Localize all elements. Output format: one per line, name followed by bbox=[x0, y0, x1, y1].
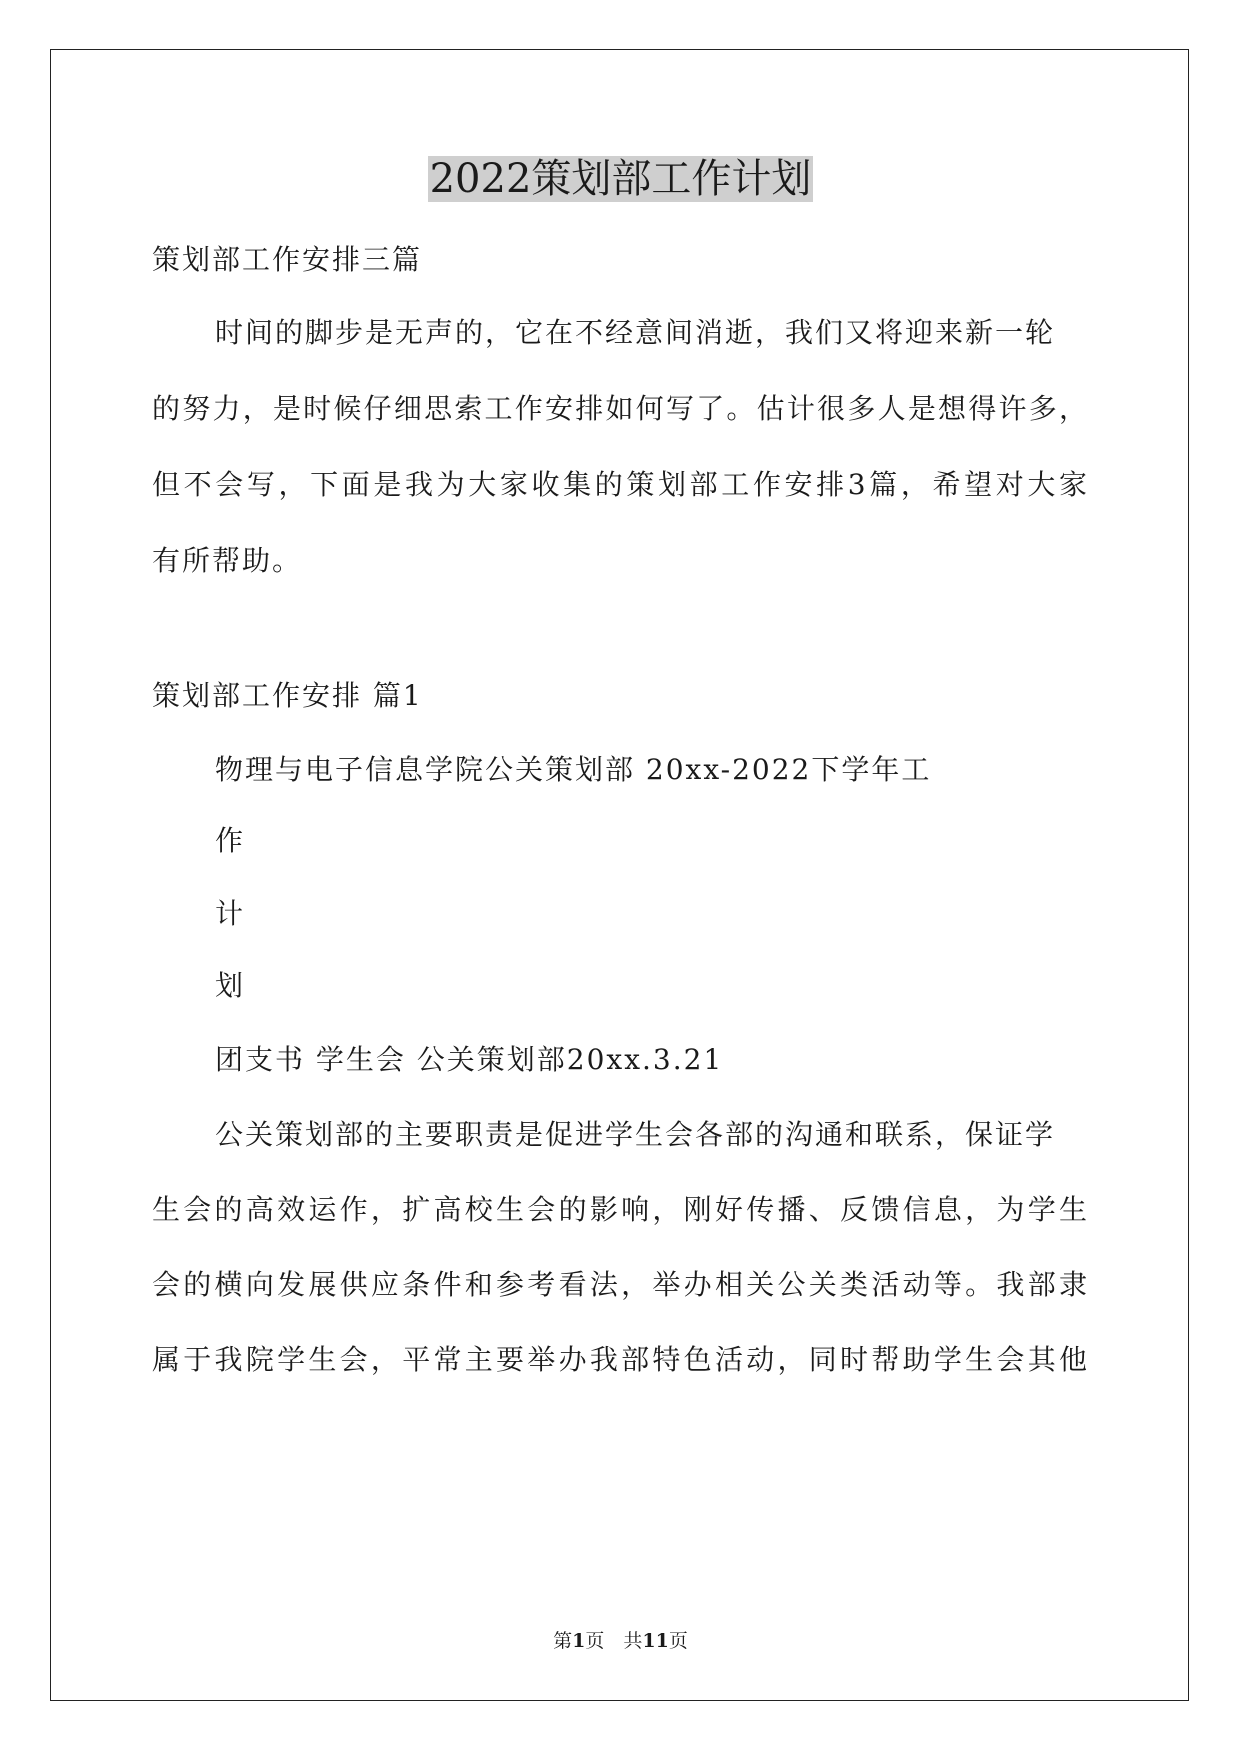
body-line: 会的横向发展供应条件和参考看法，举办相关公关类活动等。我部隶 bbox=[152, 1268, 1087, 1301]
page-border bbox=[50, 49, 1189, 1701]
intro-line: 时间的脚步是无声的，它在不经意间消逝，我们又将迎来新一轮 bbox=[215, 316, 1056, 349]
document-title bbox=[0, 152, 1241, 206]
signature-line: 团支书 学生会 公关策划部20xx.3.21 bbox=[215, 1043, 724, 1076]
plan-title-line: 作 bbox=[215, 824, 246, 857]
intro-line: 的努力，是时候仔细思索工作安排如何写了。估计很多人是想得许多， bbox=[152, 392, 1087, 425]
intro-line: 但不会写，下面是我为大家收集的策划部工作安排3篇，希望对大家 bbox=[152, 468, 1087, 501]
plan-title-line: 物理与电子信息学院公关策划部 20xx-2022下学年工 bbox=[215, 753, 932, 786]
page-number: 1 bbox=[572, 1630, 586, 1652]
subtitle: 策划部工作安排三篇 bbox=[152, 243, 423, 276]
plan-title-line: 划 bbox=[215, 969, 246, 1002]
footer-prefix: 第 bbox=[553, 1630, 573, 1652]
body-line: 生会的高效运作，扩高校生会的影响，刚好传播、反馈信息，为学生 bbox=[152, 1193, 1087, 1226]
body-line: 公关策划部的主要职责是促进学生会各部的沟通和联系，保证学 bbox=[215, 1118, 1056, 1151]
body-line: 属于我院学生会，平常主要举办我部特色活动，同时帮助学生会其他 bbox=[152, 1343, 1087, 1376]
footer-suffix: 页 bbox=[668, 1630, 688, 1652]
section-heading: 策划部工作安排 篇1 bbox=[152, 679, 423, 712]
document-title-text: 2022策划部工作计划 bbox=[429, 156, 812, 202]
page-footer bbox=[0, 1628, 1241, 1654]
intro-line: 有所帮助。 bbox=[152, 544, 303, 577]
page-total: 11 bbox=[642, 1630, 669, 1652]
plan-title-line: 计 bbox=[215, 897, 246, 930]
footer-mid: 页 共 bbox=[585, 1630, 643, 1652]
